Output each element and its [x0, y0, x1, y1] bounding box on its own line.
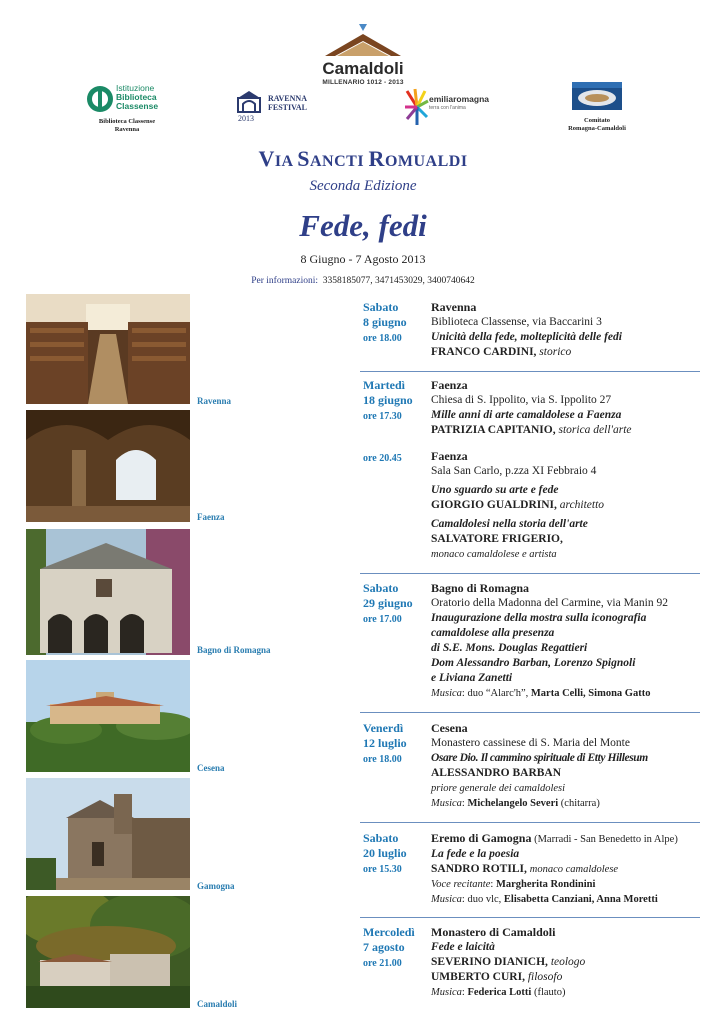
event-divider: [360, 573, 700, 574]
event-voice-names: Margherita Rondinini: [495, 879, 596, 890]
event-speaker-second: UMBERTO CURI,: [431, 971, 525, 983]
emilia-romagna-tagline: terra con l'anima: [429, 105, 466, 111]
event-date-cesena: [363, 721, 407, 751]
title-part-omualdi: OMUALDI: [384, 153, 468, 170]
event-speaker-second-role: filosofo: [527, 971, 563, 983]
event-speaker-second-role: monaco camaldolese e artista: [431, 549, 557, 560]
photo-bagno-di-romagna-oratorio: [26, 529, 190, 655]
event-venue: Sala San Carlo, p.zza XI Febbraio 4: [431, 465, 597, 477]
event-city: Ravenna: [431, 300, 477, 314]
event-music-tail: (chitarra): [558, 798, 600, 809]
event-bagno-di-romagna: [431, 581, 721, 701]
event-title-line5: e Liviana Zanetti: [431, 672, 513, 684]
event-city: Bagno di Romagna: [431, 581, 530, 595]
photo-label-camaldoli: Camaldoli: [197, 999, 238, 1009]
event-title: La fede e la poesia: [431, 848, 520, 860]
event-venue: Monastero cassinese di S. Maria del Monte: [431, 737, 630, 749]
event-day: 20 luglio: [363, 846, 407, 860]
photo-label-bagno-di-romagna: Bagno di Romagna: [197, 645, 271, 655]
event-speaker-second: SALVATORE FRIGERIO,: [431, 533, 563, 545]
event-weekday: Venerdì: [363, 721, 404, 735]
event-voice-label: Voce recitante: [431, 879, 491, 890]
event-speaker-role: storica dell'arte: [558, 424, 632, 436]
event-weekday: Mercoledì: [363, 925, 415, 939]
comitato-emblem-icon: [572, 82, 622, 110]
info-phone-numbers: 3358185077, 3471453029, 3400740642: [322, 276, 475, 286]
event-title-line2: camaldolese alla presenza: [431, 627, 555, 639]
emilia-romagna-name: emiliaromagna: [429, 94, 489, 104]
event-music-text: :: [461, 987, 468, 998]
event-speaker: PATRIZIA CAPITANIO,: [431, 424, 556, 436]
event-title-line3: di S.E. Mons. Douglas Regattieri: [431, 642, 588, 654]
biblioteca-line3: Classense: [116, 101, 159, 111]
event-speaker-role: priore generale dei camaldolesi: [431, 783, 566, 794]
photo-camaldoli-monastery: [26, 896, 190, 1008]
event-time: ore 18.00: [363, 754, 402, 765]
event-city: Eremo di Gamogna: [431, 831, 532, 845]
comitato-caption: Comitato: [584, 117, 610, 124]
event-city: Faenza: [431, 449, 468, 463]
event-cesena: [431, 721, 721, 811]
ravenna-year: 2013: [238, 114, 254, 123]
photo-gamogna-hermitage: [26, 778, 190, 890]
ravenna-line1: RAVENNA: [268, 94, 307, 103]
event-time: ore 18.00: [363, 333, 402, 344]
event-music-names: Marta Celli, Simona Gatto: [530, 688, 651, 699]
event-ravenna: [431, 300, 721, 360]
event-date-ravenna: [363, 300, 407, 330]
event-day: 12 luglio: [363, 736, 407, 750]
ravenna-arch-icon: [236, 90, 266, 114]
photo-cesena-monastery: [26, 660, 190, 772]
event-music-label: Musica: [431, 798, 462, 809]
theme-title: Fede, fedi: [299, 208, 427, 243]
photo-label-faenza: Faenza: [197, 512, 225, 522]
event-title: Fede e laicità: [431, 941, 495, 953]
event-speaker-role: monaco camaldolese: [529, 864, 619, 875]
event-title-line1: Inaugurazione della mostra sulla iconografia: [431, 612, 647, 624]
event-date-gamogna: [363, 831, 407, 861]
event-day: 18 giugno: [363, 393, 413, 407]
event-music-names: Federica Lotti: [467, 987, 532, 998]
event-date-camaldoli: [363, 925, 415, 955]
event-speaker-role: architetto: [559, 499, 605, 511]
comitato-region: Romagna-Camaldoli: [568, 125, 626, 132]
biblioteca-city: Ravenna: [114, 126, 140, 133]
event-city: Faenza: [431, 378, 468, 392]
camaldoli-subtitle: MILLENARIO 1012 - 2013: [322, 79, 404, 86]
biblioteca-line2: Biblioteca: [116, 92, 157, 102]
title-part-ancti: ANCTI: [309, 153, 369, 170]
event-city: Cesena: [431, 721, 468, 735]
camaldoli-logo: [315, 22, 411, 86]
photo-label-gamogna: Gamogna: [197, 881, 235, 891]
event-weekday: Sabato: [363, 581, 399, 595]
event-weekday: Martedì: [363, 378, 405, 392]
event-camaldoli: [431, 925, 721, 1000]
event-music-text: :: [461, 798, 468, 809]
event-date-bagno: [363, 581, 413, 611]
emilia-romagna-logo: [405, 87, 497, 132]
event-divider: [360, 712, 700, 713]
event-faenza-1: [431, 378, 721, 438]
title-initial-s: S: [297, 146, 310, 171]
event-divider: [360, 371, 700, 372]
biblioteca-emblem-icon: [86, 84, 114, 114]
event-city: Monastero di Camaldoli: [431, 925, 556, 939]
camaldoli-name: Camaldoli: [322, 59, 404, 78]
biblioteca-classense-logo: [86, 83, 168, 133]
event-title: Osare Dio. Il cammino spirituale di Etty Hillesum: [431, 752, 648, 764]
event-speaker-role: storico: [539, 346, 572, 358]
ravenna-festival-logo: [236, 90, 326, 123]
title-initial-r: R: [368, 146, 385, 171]
camaldoli-roof-icon: [315, 22, 411, 56]
event-weekday: Sabato: [363, 300, 399, 314]
event-speaker: FRANCO CARDINI,: [431, 346, 537, 358]
ravenna-line2: FESTIVAL: [268, 103, 307, 112]
event-title: Uno sguardo su arte e fede: [431, 484, 559, 496]
event-speaker: ALESSANDRO BARBAN: [431, 767, 562, 779]
event-venue: Chiesa di S. Ippolito, via S. Ippolito 27: [431, 394, 612, 406]
page-title: [0, 146, 726, 172]
event-title: Unicità della fede, molteplicità delle fedi: [431, 331, 622, 343]
event-title-line4: Dom Alessandro Barban, Lorenzo Spignoli: [431, 657, 636, 669]
event-music-text: : duo vlc,: [461, 894, 504, 905]
event-music-names: Elisabetta Canziani, Anna Moretti: [503, 894, 658, 905]
event-speaker: SEVERINO DIANICH,: [431, 956, 548, 968]
event-divider: [360, 917, 700, 918]
emilia-romagna-rays-icon: [405, 87, 429, 127]
event-city-note: (Marradi - San Benedetto in Alpe): [531, 834, 678, 845]
event-music-label: Musica: [431, 894, 462, 905]
event-venue: Biblioteca Classense, via Baccarini 3: [431, 316, 602, 328]
event-date-faenza: [363, 378, 413, 408]
event-day: 7 agosto: [363, 940, 405, 954]
event-day: 8 giugno: [363, 315, 407, 329]
event-title-second: Camaldolesi nella storia dell'arte: [431, 518, 588, 530]
event-time: ore 17.00: [363, 614, 402, 625]
info-label: Per informazioni:: [251, 276, 318, 286]
comitato-logo: [562, 82, 632, 133]
event-time: ore 21.00: [363, 958, 402, 969]
photo-label-ravenna: Ravenna: [197, 396, 232, 406]
event-title: Mille anni di arte camaldolese a Faenza: [431, 409, 622, 421]
date-range: 8 Giugno - 7 Agosto 2013: [300, 252, 426, 266]
photo-ravenna-library: [26, 294, 190, 404]
event-time: ore 20.45: [363, 453, 402, 464]
event-music-label: Musica: [431, 987, 462, 998]
biblioteca-caption: Biblioteca Classense: [98, 118, 156, 125]
event-venue: Oratorio della Madonna del Carmine, via Manin 92: [431, 597, 668, 609]
photo-label-cesena: Cesena: [197, 763, 225, 773]
event-day: 29 giugno: [363, 596, 413, 610]
event-music-text: : duo “Alarc'h”,: [461, 688, 531, 699]
photo-faenza-crypt: [26, 410, 190, 522]
event-divider: [360, 822, 700, 823]
event-speaker: SANDRO ROTILI,: [431, 863, 527, 875]
event-music-tail: (flauto): [531, 987, 566, 998]
info-line: [0, 276, 726, 286]
biblioteca-line1: Istituzione: [116, 83, 155, 93]
event-speaker-role: teologo: [550, 956, 586, 968]
event-gamogna: Eremo di Gamogna (Marradi - San Benedetto in Alpe) La fede e la poesia SANDRO ROTILI, monaco camaldolese Voce recitante: Margherita Rondinini Musica: duo vlc, Elisabetta Canziani, Anna Moretti: [431, 831, 721, 907]
event-time: ore 17.30: [363, 411, 402, 422]
title-initial-v: V: [258, 146, 275, 171]
title-part-ia: IA: [274, 153, 298, 170]
event-weekday: Sabato: [363, 831, 399, 845]
event-time: ore 15.30: [363, 864, 402, 875]
edition-subtitle: Seconda Edizione: [309, 178, 417, 194]
event-music-names: Michelangelo Severi: [467, 798, 559, 809]
event-speaker: GIORGIO GUALDRINI,: [431, 499, 557, 511]
event-music-label: Musica: [431, 688, 462, 699]
event-faenza-2: [431, 449, 721, 562]
